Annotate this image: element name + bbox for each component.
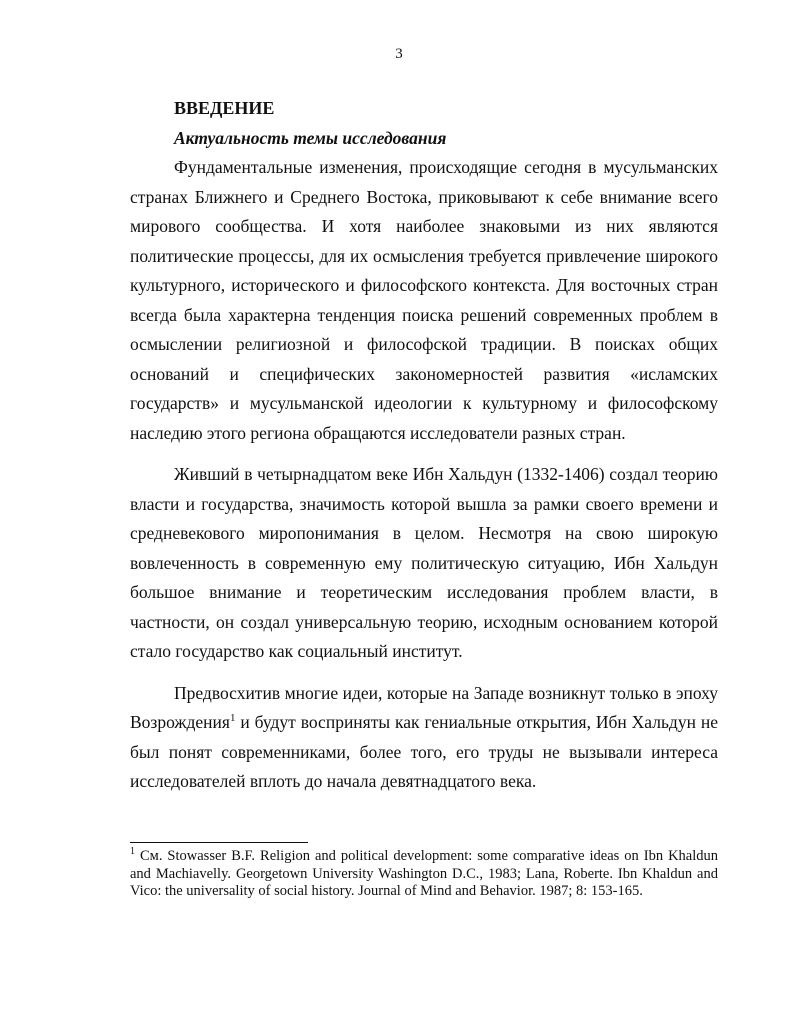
footnote-text: См. Stowasser B.F. Religion and political development: some comparative ideas on Ibn Khaldun and Machiavelly. Georgetown University Washington D.C., 1983; Lana, Roberte. Ibn Khaldun and Vico: the universality of social history. Journal of Mind and Behavior. 1987; 8: 153-165.: [130, 848, 718, 899]
page-number: 3: [395, 46, 403, 62]
paragraph-3: [130, 679, 718, 797]
footnote: [130, 848, 718, 901]
paragraph-3-text-before: Предвосхитив многие идеи, которые на Западе возникнут только в эпоху Возрождения: [130, 682, 718, 732]
footnote-reference[interactable]: 1: [229, 712, 236, 725]
footnote-divider: [130, 842, 308, 843]
page-body: [130, 93, 718, 809]
paragraph-2: Живший в четырнадцатом веке Ибн Хальдун (1332-1406) создал теорию власти и государства, значимость которой вышла за рамки своего времени и средневекового миропонимания в целом. Несмотря на свою широкую вовлеченность в современную ему политическую ситуацию, Ибн Хальдун большое внимание и теоретическим исследования проблем власти, в частности, он создал универсальную теорию, исходным основанием которой стало государство как социальный институт.: [130, 464, 718, 661]
paragraph-1: Фундаментальные изменения, происходящие сегодня в мусульманских странах Ближнего и Среднего Востока, приковывают к себе внимание всего мирового сообщества. И хотя наиболее знаковыми из них являются политические процессы, для их осмысления требуется привлечение широкого культурного, исторического и философского контекста. Для восточных стран всегда была характерна тенденция поиска решений современных проблем в осмыслении религиозной и философской традиции. В поисках общих оснований и специфических закономерностей развития «исламских государств» и мусульманской идеологии к культурному и философскому наследию этого региона обращаются исследователи разных стран.: [130, 157, 718, 443]
paragraph-3-text-after: и будут восприняты как гениальные открытия, Ибн Хальдун не был понят современниками, более того, его труды не вызывали интереса исследователей вплоть до начала девятнадцатого века.: [130, 712, 718, 791]
footnote-mark: 1: [130, 846, 135, 858]
section-heading: ВВЕДЕНИЕ: [174, 98, 275, 118]
section-subheading: Актуальность темы исследования: [174, 128, 447, 148]
